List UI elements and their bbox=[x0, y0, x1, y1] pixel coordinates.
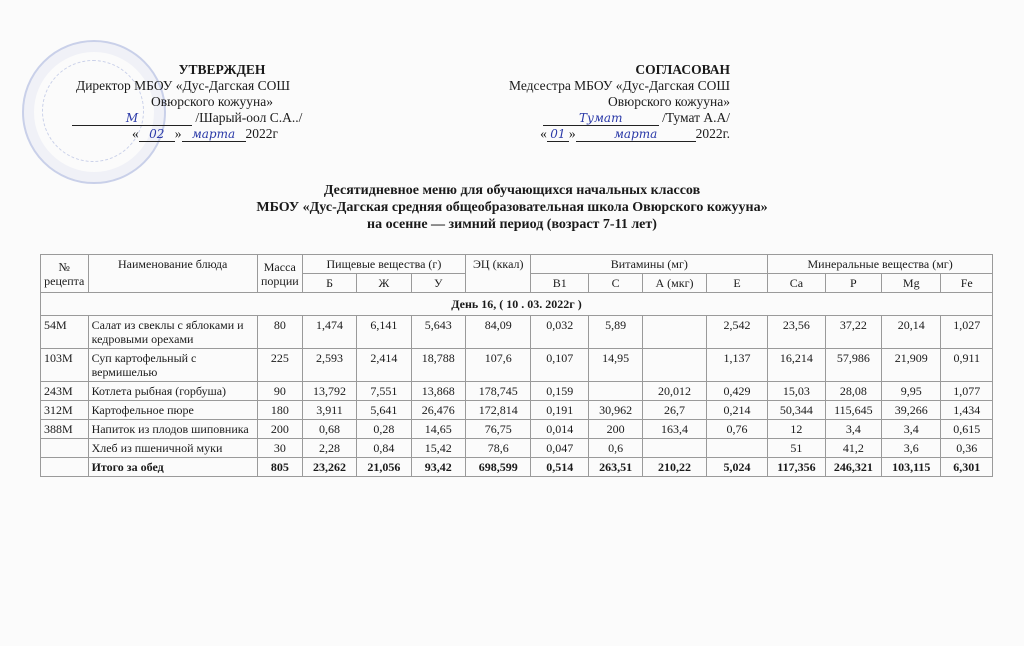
header-dish-name: Наименование блюда bbox=[88, 255, 257, 293]
cell-dish-name: Хлеб из пшеничной муки bbox=[88, 439, 257, 458]
approval-title: УТВЕРЖДЕН bbox=[178, 62, 266, 77]
cell-fat: 0,28 bbox=[357, 420, 411, 439]
signature-line bbox=[72, 110, 332, 126]
cell-vitamin-c bbox=[588, 382, 642, 401]
cell-phosphorus: 115,645 bbox=[825, 401, 881, 420]
cell-phosphorus: 246,321 bbox=[825, 458, 881, 477]
cell-fat: 0,84 bbox=[357, 439, 411, 458]
cell-iron: 0,36 bbox=[941, 439, 993, 458]
header-magnesium: Mg bbox=[882, 274, 941, 293]
cell-vitamin-a: 20,012 bbox=[643, 382, 706, 401]
cell-calcium: 51 bbox=[768, 439, 825, 458]
header-recipe-no: № рецепта bbox=[41, 255, 89, 293]
header-protein: Б bbox=[302, 274, 356, 293]
cell-dish-name: Суп картофельный с вермишелью bbox=[88, 349, 257, 382]
title-line-2: МБОУ «Дус-Дагская средняя общеобразовательная школа Овюрского кожууна» bbox=[256, 200, 768, 215]
cell-protein: 1,474 bbox=[302, 316, 356, 349]
header-vitamins: Витамины (мг) bbox=[531, 255, 768, 274]
table-row bbox=[41, 316, 993, 349]
header-calcium: Са bbox=[768, 274, 825, 293]
cell-vitamin-c: 200 bbox=[588, 420, 642, 439]
title-line-3: на осенне — зимний период (возраст 7-11 лет) bbox=[367, 217, 657, 232]
cell-fat: 21,056 bbox=[357, 458, 411, 477]
header-row-1 bbox=[41, 255, 993, 274]
signature-field bbox=[543, 111, 659, 126]
header-nutrients: Пищевые вещества (г) bbox=[302, 255, 465, 274]
cell-vitamin-b1: 0,159 bbox=[531, 382, 588, 401]
header-vitamin-a: А (мкг) bbox=[643, 274, 706, 293]
date-day-field bbox=[547, 127, 569, 142]
approval-date bbox=[470, 126, 730, 142]
cell-recipe-code: 388М bbox=[41, 420, 89, 439]
cell-iron: 1,434 bbox=[941, 401, 993, 420]
cell-vitamin-a: 210,22 bbox=[643, 458, 706, 477]
cell-vitamin-b1: 0,191 bbox=[531, 401, 588, 420]
approval-position: Медсестра МБОУ «Дус-Дагская СОШ bbox=[509, 78, 730, 93]
date-quote-open: « bbox=[540, 126, 547, 141]
cell-protein: 23,262 bbox=[302, 458, 356, 477]
cell-portion-mass: 30 bbox=[257, 439, 302, 458]
cell-carbs: 93,42 bbox=[411, 458, 465, 477]
cell-magnesium: 3,4 bbox=[882, 420, 941, 439]
cell-portion-mass: 225 bbox=[257, 349, 302, 382]
signatory-name: /Шарый-оол С.А../ bbox=[195, 110, 303, 125]
approval-position: Директор МБОУ «Дус-Дагская СОШ bbox=[76, 78, 290, 93]
cell-vitamin-a: 26,7 bbox=[643, 401, 706, 420]
date-quote-close: » bbox=[174, 126, 182, 141]
cell-calcium: 12 bbox=[768, 420, 825, 439]
cell-phosphorus: 57,986 bbox=[825, 349, 881, 382]
table-row bbox=[41, 401, 993, 420]
cell-calcium: 23,56 bbox=[768, 316, 825, 349]
cell-energy: 84,09 bbox=[466, 316, 531, 349]
header-phosphorus: Р bbox=[825, 274, 881, 293]
approval-organization: Овюрского кожууна» bbox=[151, 94, 273, 109]
cell-calcium: 50,344 bbox=[768, 401, 825, 420]
date-day-field bbox=[139, 127, 175, 142]
approval-block-director bbox=[72, 62, 332, 142]
cell-iron: 6,301 bbox=[941, 458, 993, 477]
cell-protein: 13,792 bbox=[302, 382, 356, 401]
cell-carbs: 15,42 bbox=[411, 439, 465, 458]
total-row bbox=[41, 458, 993, 477]
cell-portion-mass: 90 bbox=[257, 382, 302, 401]
cell-portion-mass: 180 bbox=[257, 401, 302, 420]
cell-vitamin-e: 5,024 bbox=[706, 458, 767, 477]
cell-dish-name: Итого за обед bbox=[88, 458, 257, 477]
cell-dish-name: Салат из свеклы с яблоками и кедровыми орехами bbox=[88, 316, 257, 349]
cell-vitamin-e: 2,542 bbox=[706, 316, 767, 349]
cell-phosphorus: 28,08 bbox=[825, 382, 881, 401]
cell-vitamin-a bbox=[643, 439, 706, 458]
date-year: 2022г. bbox=[695, 126, 730, 141]
cell-energy: 698,599 bbox=[466, 458, 531, 477]
cell-recipe-code: 243М bbox=[41, 382, 89, 401]
cell-energy: 76,75 bbox=[466, 420, 531, 439]
cell-dish-name: Напиток из плодов шиповника bbox=[88, 420, 257, 439]
cell-magnesium: 3,6 bbox=[882, 439, 941, 458]
cell-vitamin-e: 0,76 bbox=[706, 420, 767, 439]
cell-vitamin-b1: 0,032 bbox=[531, 316, 588, 349]
handwritten-signature: М bbox=[125, 111, 139, 125]
cell-energy: 172,814 bbox=[466, 401, 531, 420]
cell-energy: 178,745 bbox=[466, 382, 531, 401]
cell-carbs: 13,868 bbox=[411, 382, 465, 401]
cell-protein: 3,911 bbox=[302, 401, 356, 420]
date-quote-close: » bbox=[568, 126, 576, 141]
cell-carbs: 14,65 bbox=[411, 420, 465, 439]
title-line-1: Десятидневное меню для обучающихся начальных классов bbox=[323, 183, 701, 198]
cell-vitamin-a bbox=[643, 349, 706, 382]
cell-vitamin-e bbox=[706, 439, 767, 458]
cell-vitamin-c: 5,89 bbox=[588, 316, 642, 349]
cell-protein: 2,28 bbox=[302, 439, 356, 458]
cell-iron: 1,027 bbox=[941, 316, 993, 349]
approval-date bbox=[72, 126, 332, 142]
cell-recipe-code bbox=[41, 439, 89, 458]
cell-recipe-code bbox=[41, 458, 89, 477]
header-portion-mass: Масса порции bbox=[257, 255, 302, 293]
header-fat: Ж bbox=[357, 274, 411, 293]
cell-magnesium: 20,14 bbox=[882, 316, 941, 349]
header-vitamin-e: Е bbox=[706, 274, 767, 293]
cell-carbs: 26,476 bbox=[411, 401, 465, 420]
cell-protein: 0,68 bbox=[302, 420, 356, 439]
date-year: 2022г bbox=[245, 126, 279, 141]
header-energy: ЭЦ (ккал) bbox=[466, 255, 531, 293]
header-vitamin-c: С bbox=[588, 274, 642, 293]
cell-calcium: 16,214 bbox=[768, 349, 825, 382]
cell-magnesium: 39,266 bbox=[882, 401, 941, 420]
signatory-name: /Тумат А.А/ bbox=[662, 110, 730, 125]
cell-portion-mass: 200 bbox=[257, 420, 302, 439]
header-minerals: Минеральные вещества (мг) bbox=[768, 255, 993, 274]
cell-vitamin-c: 30,962 bbox=[588, 401, 642, 420]
cell-vitamin-a: 163,4 bbox=[643, 420, 706, 439]
cell-carbs: 5,643 bbox=[411, 316, 465, 349]
cell-calcium: 117,356 bbox=[768, 458, 825, 477]
date-day: 01 bbox=[550, 127, 566, 141]
header-iron: Fe bbox=[941, 274, 993, 293]
approval-title: СОГЛАСОВАН bbox=[635, 62, 730, 77]
cell-portion-mass: 805 bbox=[257, 458, 302, 477]
date-month-field bbox=[576, 127, 696, 142]
signature-field bbox=[72, 111, 192, 126]
table-row bbox=[41, 382, 993, 401]
cell-iron: 0,615 bbox=[941, 420, 993, 439]
cell-vitamin-c: 263,51 bbox=[588, 458, 642, 477]
cell-recipe-code: 54М bbox=[41, 316, 89, 349]
date-day: 02 bbox=[149, 127, 165, 141]
approval-organization: Овюрского кожууна» bbox=[608, 94, 730, 109]
cell-vitamin-b1: 0,514 bbox=[531, 458, 588, 477]
approval-block-nurse bbox=[470, 62, 730, 142]
handwritten-signature: Тумат bbox=[579, 111, 623, 125]
header-vitamin-b1: В1 bbox=[531, 274, 588, 293]
cell-energy: 107,6 bbox=[466, 349, 531, 382]
cell-vitamin-e: 0,429 bbox=[706, 382, 767, 401]
cell-iron: 0,911 bbox=[941, 349, 993, 382]
cell-phosphorus: 37,22 bbox=[825, 316, 881, 349]
cell-magnesium: 21,909 bbox=[882, 349, 941, 382]
cell-phosphorus: 3,4 bbox=[825, 420, 881, 439]
date-month: марта bbox=[613, 127, 658, 141]
table-row bbox=[41, 420, 993, 439]
cell-vitamin-b1: 0,014 bbox=[531, 420, 588, 439]
cell-iron: 1,077 bbox=[941, 382, 993, 401]
cell-fat: 6,141 bbox=[357, 316, 411, 349]
menu-table bbox=[40, 254, 993, 477]
cell-vitamin-b1: 0,047 bbox=[531, 439, 588, 458]
cell-fat: 2,414 bbox=[357, 349, 411, 382]
day-row bbox=[41, 293, 993, 316]
cell-phosphorus: 41,2 bbox=[825, 439, 881, 458]
cell-dish-name: Котлета рыбная (горбуша) bbox=[88, 382, 257, 401]
cell-recipe-code: 103М bbox=[41, 349, 89, 382]
cell-carbs: 18,788 bbox=[411, 349, 465, 382]
header-carbs: У bbox=[411, 274, 465, 293]
date-month: марта bbox=[191, 127, 236, 141]
cell-vitamin-e: 0,214 bbox=[706, 401, 767, 420]
cell-vitamin-b1: 0,107 bbox=[531, 349, 588, 382]
document-title bbox=[0, 182, 1024, 233]
date-month-field bbox=[182, 127, 246, 142]
cell-vitamin-e: 1,137 bbox=[706, 349, 767, 382]
cell-dish-name: Картофельное пюре bbox=[88, 401, 257, 420]
day-label: День 16, ( 10 . 03. 2022г ) bbox=[41, 293, 993, 316]
cell-magnesium: 103,115 bbox=[882, 458, 941, 477]
cell-vitamin-c: 0,6 bbox=[588, 439, 642, 458]
table-row bbox=[41, 439, 993, 458]
cell-recipe-code: 312М bbox=[41, 401, 89, 420]
table-row bbox=[41, 349, 993, 382]
date-quote-open: « bbox=[132, 126, 139, 141]
cell-energy: 78,6 bbox=[466, 439, 531, 458]
cell-fat: 7,551 bbox=[357, 382, 411, 401]
cell-fat: 5,641 bbox=[357, 401, 411, 420]
cell-protein: 2,593 bbox=[302, 349, 356, 382]
cell-vitamin-a bbox=[643, 316, 706, 349]
cell-magnesium: 9,95 bbox=[882, 382, 941, 401]
cell-portion-mass: 80 bbox=[257, 316, 302, 349]
cell-calcium: 15,03 bbox=[768, 382, 825, 401]
signature-line bbox=[470, 110, 730, 126]
cell-vitamin-c: 14,95 bbox=[588, 349, 642, 382]
